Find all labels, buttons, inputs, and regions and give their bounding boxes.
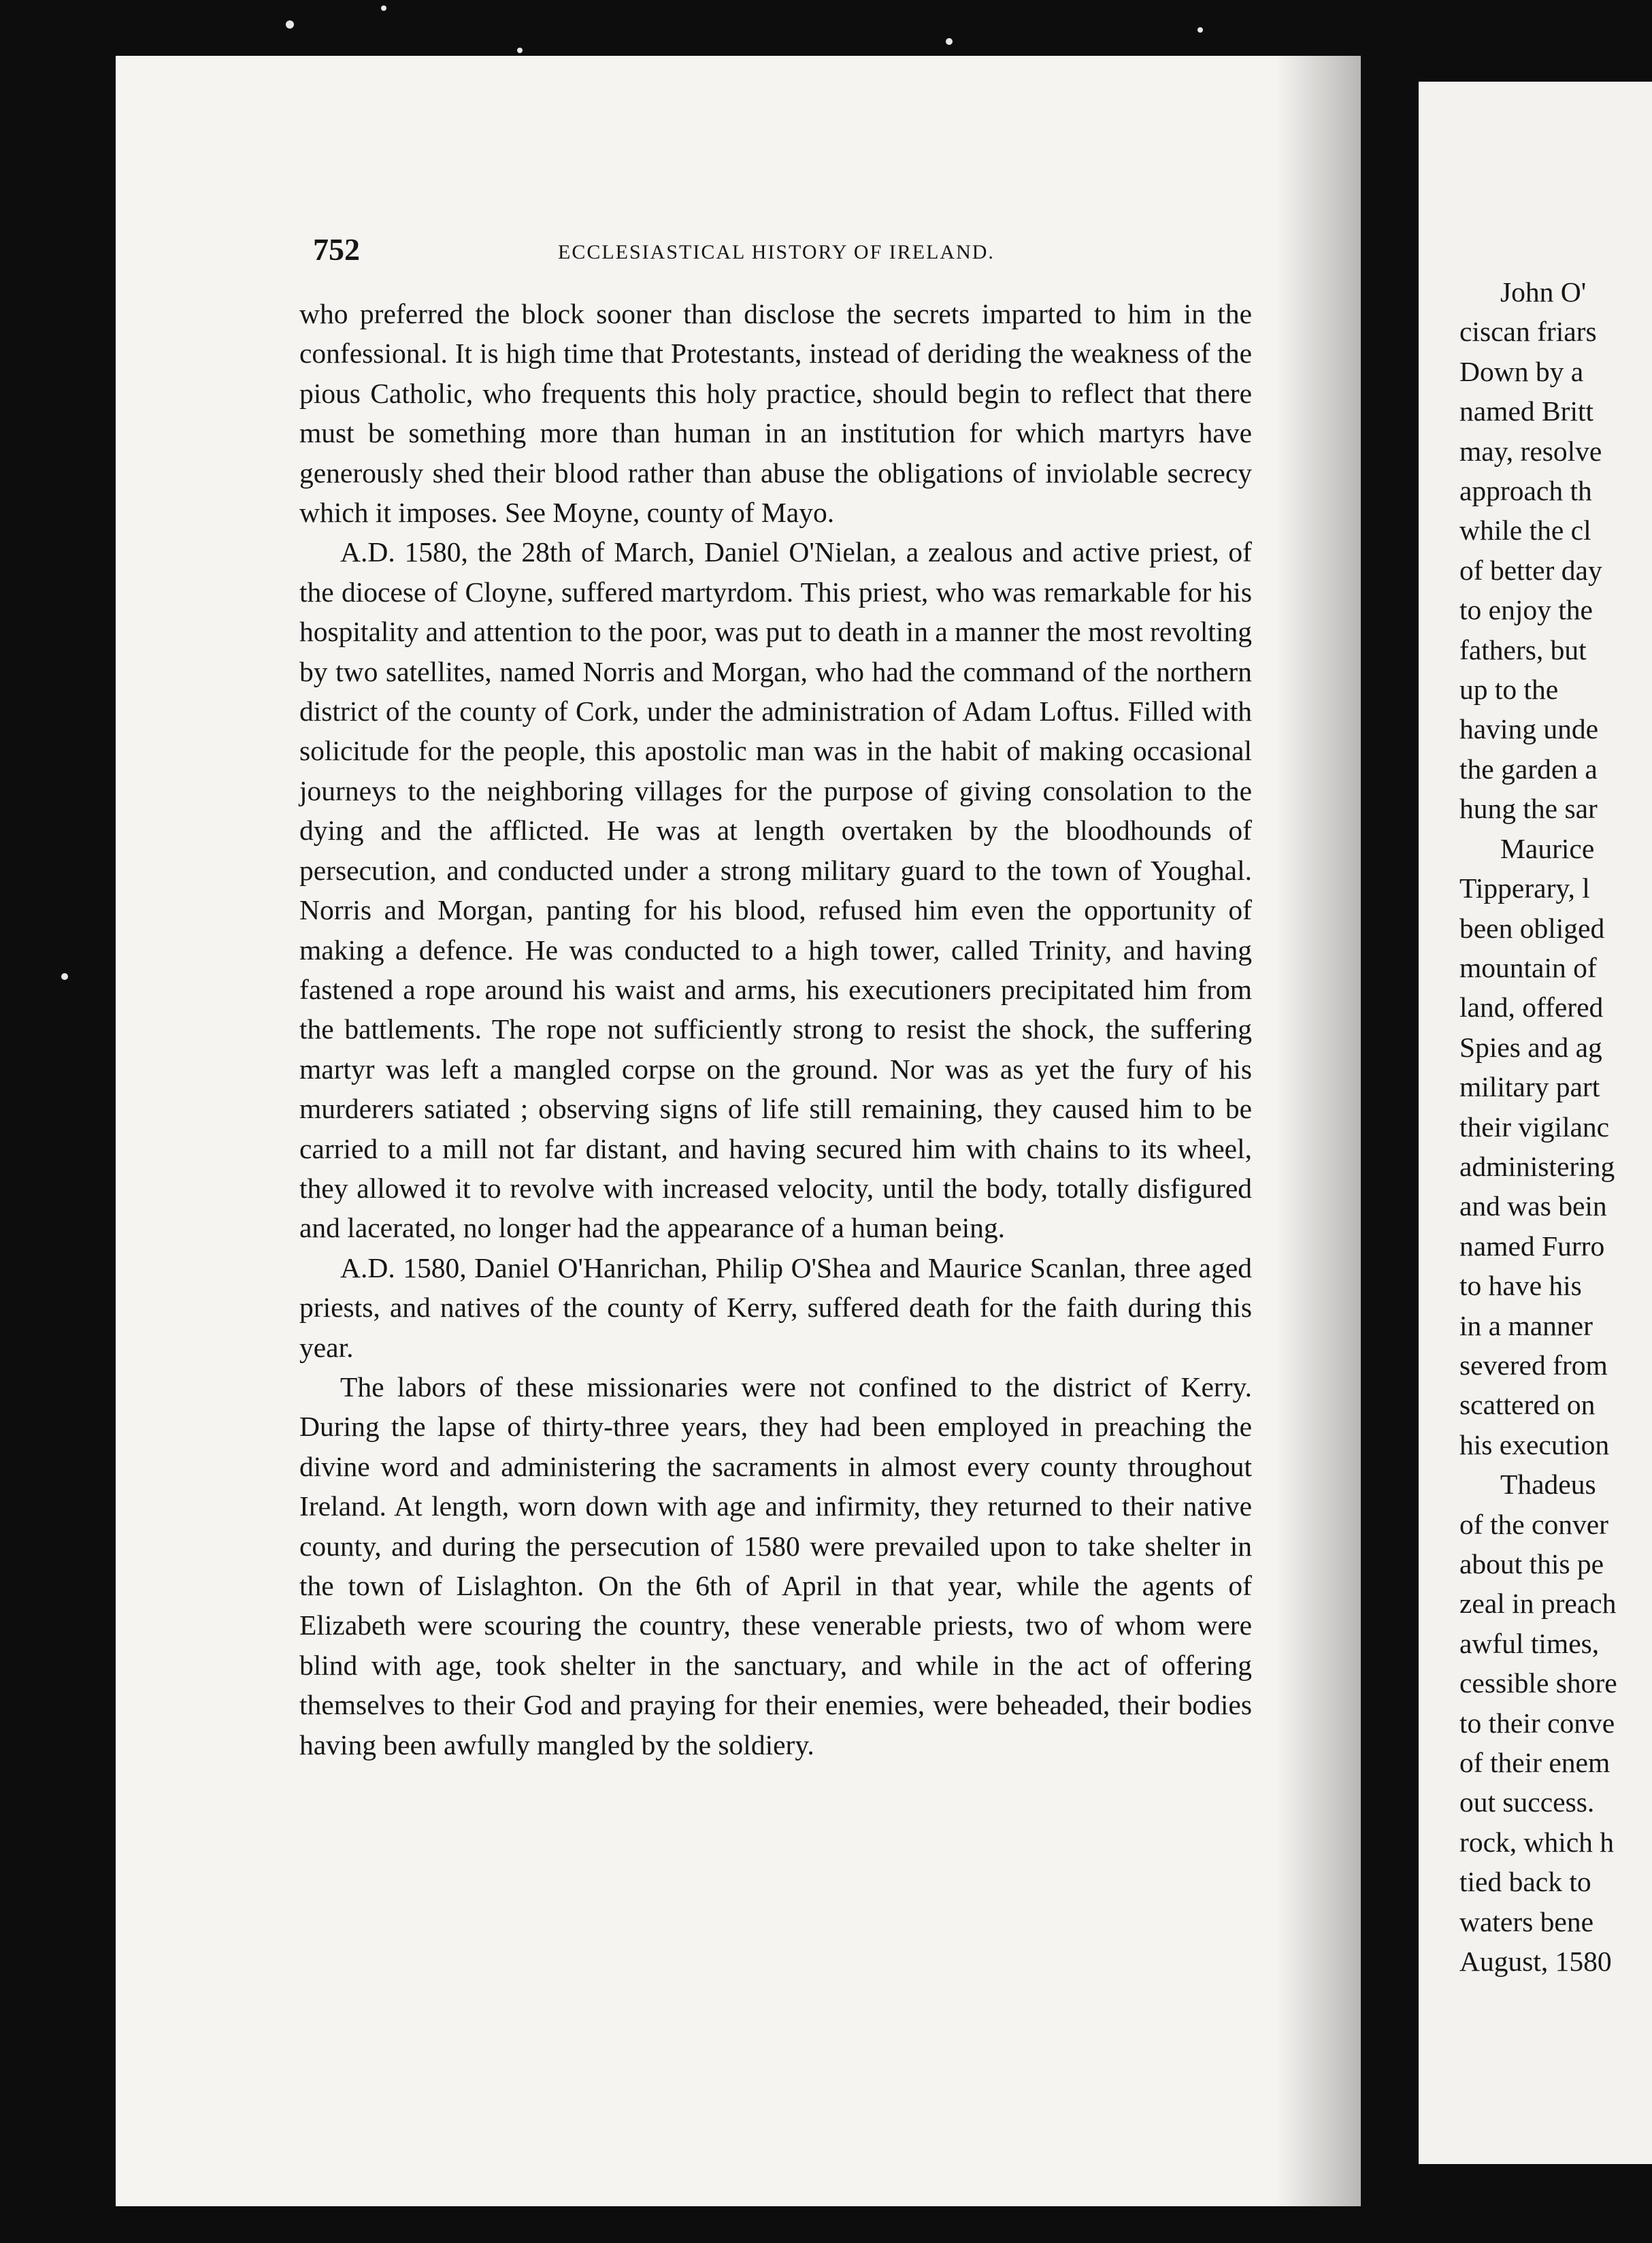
facing-line: of the conver: [1459, 1508, 1608, 1540]
facing-line: the garden a: [1459, 753, 1598, 785]
facing-line: of their enem: [1459, 1747, 1610, 1779]
scan-speck: [517, 48, 523, 53]
running-head: ECCLESIASTICAL HISTORY OF IRELAND.: [558, 241, 995, 263]
facing-line: may, resolve: [1459, 435, 1602, 467]
facing-line: and was bein: [1459, 1190, 1607, 1222]
facing-line: approach th: [1459, 475, 1592, 507]
facing-line: John O': [1500, 276, 1587, 308]
facing-line: to enjoy the: [1459, 594, 1593, 626]
facing-line: fathers, but: [1459, 634, 1587, 666]
facing-line: up to the: [1459, 674, 1559, 706]
gutter-shadow: [1276, 56, 1361, 2206]
facing-line: his execution: [1459, 1428, 1610, 1460]
paragraph: A.D. 1580, the 28th of March, Daniel O'Nielan, a zealous and active priest, of the diocese of Cloyne, suffered martyrdom. This priest, who was remarkable for his hospitality and attention to the poor, was put to death in a manner the most revolting by two satellites, named Norris and Morgan, who had the command of the northern district of the county of Cork, under the administration of Adam Loftus. Filled with solicitude for the people, this apostolic man was in the habit of making occasional journeys to the neighboring villages for the purpose of giving consolation to the dying and the afflicted. He was at length overtaken by the bloodhounds of persecution, and conducted under a strong military guard to the town of Youghal. Norris and Morgan, panting for his blood, refused him even the opportunity of making a defence. He was conducted to a high tower, called Trinity, and having fastened a rope around his waist and arms, his executioners precipitated him from the battlements. The rope not sufficiently strong to resist the shock, the suffering martyr was left a mangled corpse on the ground. Nor was as yet the fury of his murderers satiated ; observing signs of life still remaining, they caused him to be carried to a mill not far distant, and having secured him with chains to its wheel, they allowed it to revolve with increased velocity, until the body, totally disfigured and lacerated, no longer had the appearance of a human being.: [299, 536, 1252, 1244]
facing-line: Maurice: [1500, 832, 1595, 864]
facing-line: land, offered: [1459, 992, 1604, 1024]
facing-line: while the cl: [1459, 514, 1591, 546]
facing-line: cessible shore: [1459, 1667, 1617, 1699]
facing-line: to their conve: [1459, 1707, 1615, 1739]
facing-line: ciscan friars: [1459, 316, 1597, 348]
facing-line: rock, which h: [1459, 1826, 1615, 1858]
facing-line: zeal in preach: [1459, 1588, 1617, 1620]
scan-speck: [946, 38, 953, 45]
facing-line: having unde: [1459, 713, 1598, 745]
facing-line: military part: [1459, 1071, 1600, 1103]
facing-line: mountain of: [1459, 951, 1597, 983]
facing-line: of better day: [1459, 554, 1602, 586]
scan-speck: [1197, 27, 1203, 33]
page-number: 752: [313, 232, 360, 267]
facing-line: in a manner: [1459, 1309, 1593, 1341]
facing-line: their vigilanc: [1459, 1111, 1610, 1143]
paragraph: The labors of these missionaries were not confined to the district of Kerry. During the lapse of thirty-three years, they had been employed in preaching the divine word and administering the sacraments in almost every county throughout Ireland. At length, worn down with age and infirmity, they returned to their native county, and during the persecution of 1580 were prevailed upon to take shelter in the town of Lislaghton. On the 6th of April in that year, while the agents of Elizabeth were scouring the country, these venerable priests, two of whom were blind with age, took shelter in the sanctuary, and while in the act of offering themselves to their God and praying for their enemies, were beheaded, their bodies having been awfully mangled by the soldiery.: [299, 1371, 1252, 1761]
facing-line: August, 1580: [1459, 1946, 1612, 1978]
page-header: [313, 231, 1266, 279]
facing-page: [1419, 82, 1652, 2164]
facing-line: about this pe: [1459, 1548, 1604, 1579]
facing-line: named Furro: [1459, 1230, 1605, 1262]
facing-line: awful times,: [1459, 1627, 1600, 1659]
scan-speck: [61, 973, 68, 980]
facing-line: tied back to: [1459, 1866, 1591, 1898]
scan-speck: [381, 5, 386, 11]
facing-line: Thadeus: [1500, 1469, 1596, 1501]
facing-line: administering: [1459, 1150, 1615, 1182]
facing-line: Down by a: [1459, 355, 1584, 387]
facing-line: hung the sar: [1459, 793, 1598, 825]
facing-line: named Britt: [1459, 395, 1594, 427]
facing-line: out success.: [1459, 1786, 1595, 1818]
facing-line: scattered on: [1459, 1389, 1596, 1421]
scan-speck: [286, 20, 294, 29]
paragraph: A.D. 1580, Daniel O'Hanrichan, Philip O'Shea and Maurice Scanlan, three aged priests, and natives of the county of Kerry, suffered death for the faith during this year.: [299, 1251, 1252, 1363]
facing-line: Tipperary, l: [1459, 872, 1590, 904]
facing-page-text: [1459, 272, 1652, 1981]
facing-line: been obliged: [1459, 912, 1605, 944]
facing-line: waters bene: [1459, 1905, 1594, 1937]
body-text: [299, 294, 1252, 1765]
facing-line: to have his: [1459, 1270, 1582, 1302]
paragraph: who preferred the block sooner than disclose the secrets imparted to him in the confessional. It is high time that Protestants, instead of deriding the weakness of the pious Catholic, who frequents this holy practice, should begin to reflect that there must be something more than human in an institution for which martyrs have generously shed their blood rather than abuse the obligations of inviolable secrecy which it imposes. See Moyne, county of Mayo.: [299, 298, 1252, 529]
facing-line: severed from: [1459, 1349, 1608, 1381]
facing-line: Spies and ag: [1459, 1031, 1602, 1063]
